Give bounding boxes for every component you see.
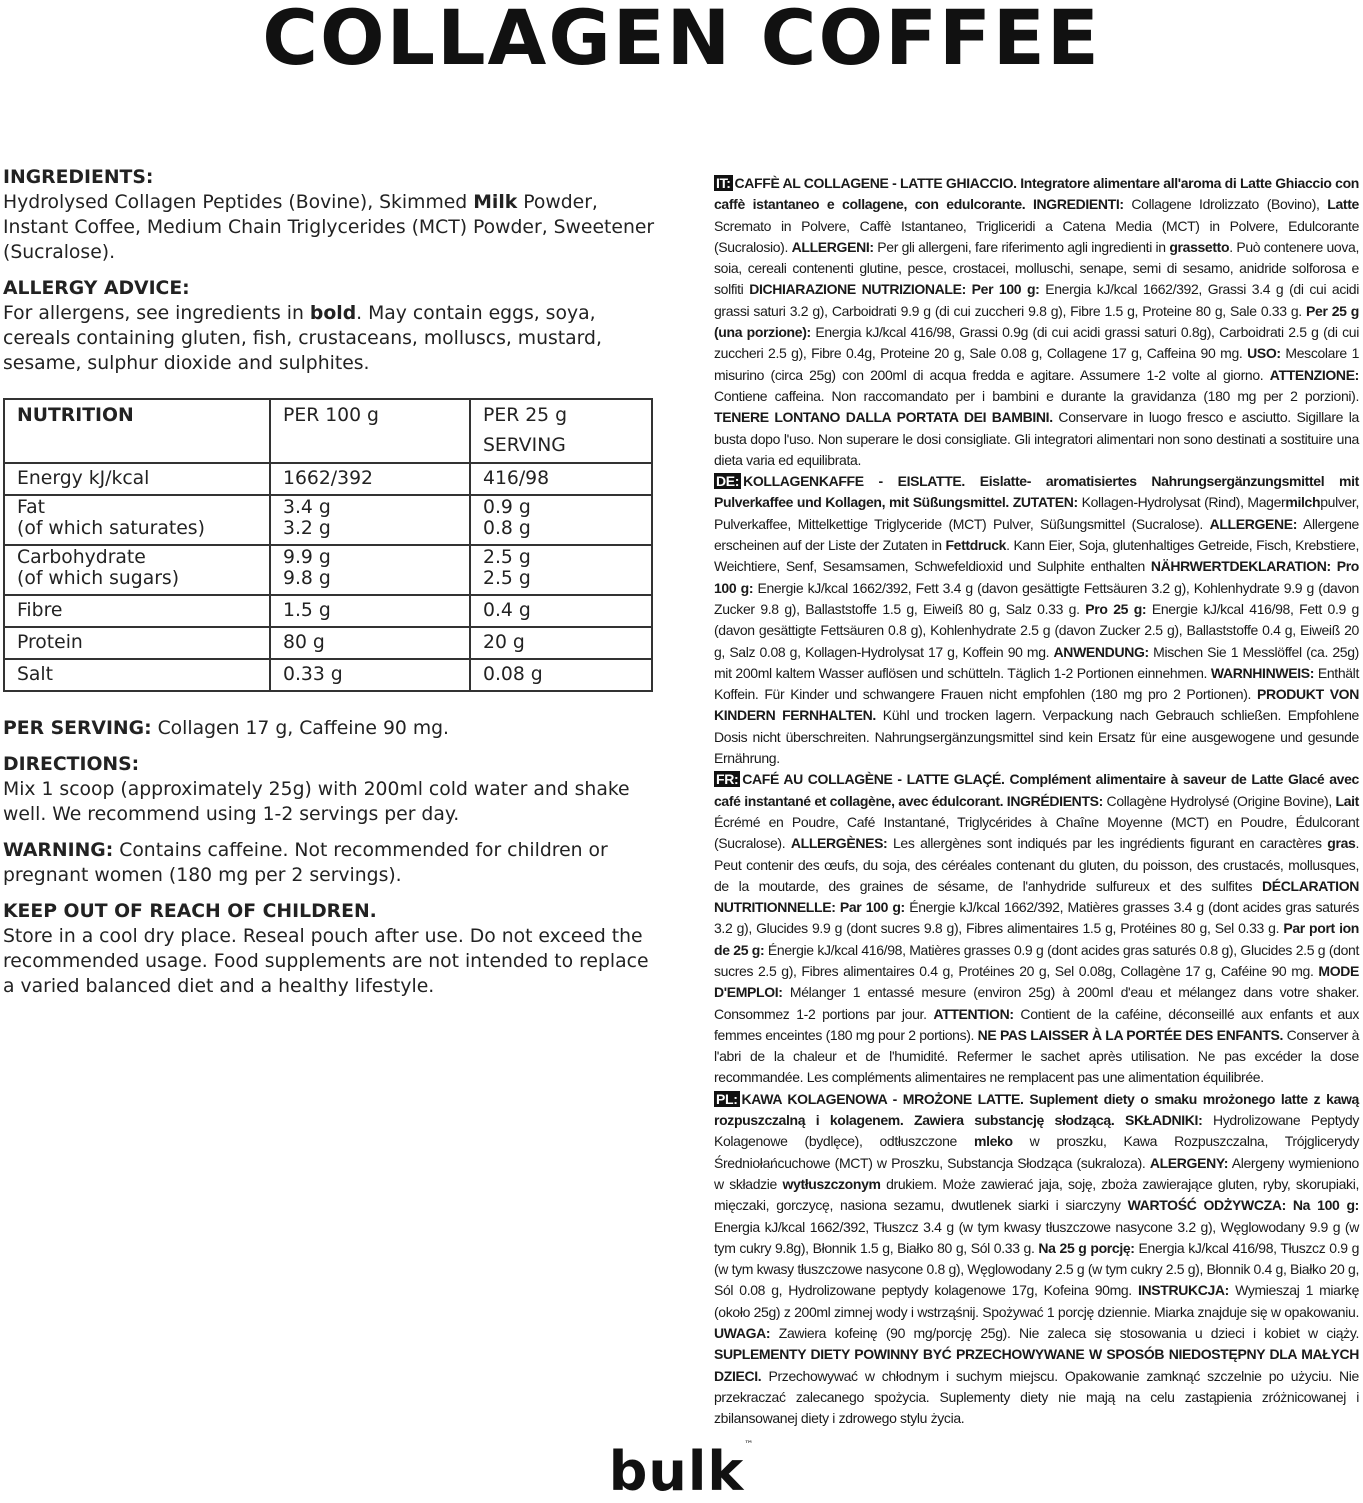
bulk-logo-text: bulk [608, 1440, 745, 1503]
nutrient-subvalue-100g: 9.8 g [283, 568, 331, 589]
directions-heading: DIRECTIONS: [3, 754, 140, 775]
nutrient-value-serving: 20 g [470, 627, 652, 659]
nutrient-label: Fat [17, 497, 45, 518]
nutrient-value-100g: 80 g [270, 627, 470, 659]
it-text: Conservare in luogo fresco e asciutto. Sigillare la busta dopo l'uso. Non superare le dosi consigliate. Gli integratori alimentari non sono destinati a sostituire una dieta varia ed equilibrata. [714, 409, 1359, 468]
allergy-bold-word: bold [309, 303, 357, 324]
nutrient-sublabel: (of which saturates) [17, 518, 205, 539]
allergen-milk: Milk [473, 192, 518, 213]
nutrient-value-serving: 0.08 g [470, 659, 652, 691]
de-bold: Pro 25 g: [1085, 600, 1147, 617]
nutrient-value-100g: 9.9 g [283, 547, 331, 568]
per-serving-heading: PER SERVING: [3, 718, 152, 739]
nutrient-subvalue-serving: 2.5 g [483, 568, 531, 589]
it-bold: Latte [1327, 196, 1359, 213]
warning-body: Contains caffeine. Not recommended for children or pregnant women (180 mg per 2 servings). [3, 840, 608, 886]
pl-text: Przechowywać w chłodnym i suchym miejscu. Opakowanie zamknąć szczelnie po użyciu. Nie przekraczać zalecanego spożycia. Suplementy diety nie mają na celu zastąpienia zróżnicowanej i zbilansowanej diety i zdrowego stylu życia. [714, 1367, 1359, 1427]
per-serving-section [3, 716, 658, 741]
fr-text: Énergie kJ/kcal 416/98, Matières grasses 0.9 g (dont acides gras saturés 0.8 g), Glucides 2.5 g (dont sucres 2.5 g), Fibres alimentaires 0.4 g, Protéines 20 g, Sel 0.08g, Collagène 17 g, Caféine 90 mg. [714, 941, 1359, 979]
multilingual-label-column [714, 173, 1359, 1430]
table-row [4, 595, 652, 627]
fr-bold: ALLERGÈNES: [790, 835, 888, 852]
pl-bold: mleko [973, 1133, 1013, 1150]
nutrient-subvalue-serving: 0.8 g [483, 518, 531, 539]
de-bold: WARNHINWEIS: [1210, 664, 1315, 681]
english-label-column [3, 165, 658, 1010]
it-bold: TENERE LONTANO DALLA PORTATA DEI BAMBINI. [714, 409, 1053, 426]
fr-bold: Par port ion de 25 g: [714, 920, 1360, 958]
allergy-text-part: . May contain eggs, soya, cereals containing gluten, fish, crustaceans, molluscs, mustard, sesame, sulphur dioxide and sulphites. [3, 303, 602, 374]
ingredients-heading: INGREDIENTS: [3, 167, 154, 188]
pl-bold: SUPLEMENTY DIETY POWINNY BYĆ PRZECHOWYWANE W SPOSÓB NIEDOSTĘPNY DLA MAŁYCH DZIECI. [714, 1346, 1359, 1384]
pl-text: w proszku, Kawa Rozpuszczalna, Trójglicerydy Średniołańcuchowe (MCT) w Proszku, Substancja Słodząca (sukraloza). [714, 1133, 1359, 1171]
keep-out-heading: KEEP OUT OF REACH OF CHILDREN. [3, 901, 377, 922]
nutrient-sublabel: (of which sugars) [17, 568, 180, 589]
per-serving-text [3, 716, 658, 741]
it-bold: ALLERGENI: [791, 238, 874, 255]
german-block [714, 471, 1359, 769]
lang-tag-de: DE: [716, 473, 740, 490]
it-bold: Per 25 g (una porzione): [714, 302, 1359, 341]
nutrient-value-serving-cell [470, 495, 652, 545]
nutrient-label: Carbohydrate [17, 547, 146, 568]
nutrient-value-100g: 1662/392 [270, 463, 470, 495]
de-text: pulver, Pulverkaffee, Mittelkettige Triglyceride (MCT) Pulver, Süßungsmittel (Sucralose). [714, 494, 1360, 532]
fr-text: Contient de la caféine, déconseillé aux enfants et aux femmes enceintes (180 mg pour 2 portions). [714, 1005, 1360, 1043]
fr-text: Collagène Hydrolysé (Origine Bovine), [1102, 792, 1336, 809]
keep-out-section [3, 899, 658, 999]
ingredients-text [3, 190, 658, 265]
ingredients-text-part: Hydrolysed Collagen Peptides (Bovine), Skimmed [3, 192, 474, 213]
table-row [4, 463, 652, 495]
de-text: Enthält Koffein. Für Kinder und schwangere Frauen nicht empfohlen (180 mg pro 2 Portionen). [714, 664, 1359, 703]
pl-text: Energia kJ/kcal 416/98, Tłuszcz 0.9 g (w tym kwasy tłuszczowe nasycone 0.8 g), Węglowodany 2.5 g (w tym cukry 2.5 g), Błonnik 0.4 g, Białko 20 g, Sól 0.08 g, Hydrolizowane peptydy kolagenowe 17g, Kofeina 90mg. [714, 1239, 1360, 1299]
de-bold: ANWENDUNG: [1053, 643, 1149, 660]
fr-text: Conserver à l'abri de la chaleur et de l'humidité. Refermer le sachet après utilisation. Ne pas excéder la dose recommandée. Les compléments alimentaires ne remplacent pas une alimentation équilibrée. [714, 1026, 1360, 1086]
nutrient-value-100g-cell [270, 545, 470, 595]
lang-tag-pl: PL: [716, 1090, 738, 1107]
nutrition-table [3, 398, 653, 692]
french-block [714, 769, 1359, 1088]
nutrient-value-100g: 1.5 g [270, 595, 470, 627]
nutrient-value-100g: 0.33 g [270, 659, 470, 691]
allergy-heading: ALLERGY ADVICE: [3, 278, 190, 299]
fr-text: . Peut contenir des œufs, du soja, des céréales contenant du gluten, du poisson, des crustacés, mollusques, de la moutarde, des graines de sésame, de l'anhydride sulfureux et des sulfites [714, 835, 1359, 894]
it-text: Contiene caffeina. Non raccomandato per i bambini e durante la gravidanza (180 mg per 2 porzioni). [714, 387, 1359, 404]
nutrition-header: NUTRITION [4, 399, 270, 463]
allergy-text-part: For allergens, see ingredients in [3, 303, 310, 324]
italian-block [714, 173, 1359, 471]
fr-text: Les allergènes sont indiqués par les ingrédients figurant en caractères [887, 835, 1328, 852]
pl-text: Alergeny wymieniono w składzie [714, 1154, 1359, 1192]
it-text: Mescolare 1 misurino (circa 25g) con 200ml di acqua fredda e agitare. Assumere 1-2 volte al giorno. [714, 345, 1360, 383]
fr-bold: ATTENTION: [933, 1005, 1014, 1022]
de-bold: NÄHRWERTDEKLARATION: Pro 100 g: [714, 558, 1359, 596]
nutrient-value-100g-cell [270, 495, 470, 545]
nutrient-value-100g: 3.4 g [283, 497, 331, 518]
nutrient-label: Fibre [4, 595, 270, 627]
fr-text: Énergie kJ/kcal 1662/392, Matières grasses 3.4 g (dont acides gras saturés 3.2 g), Glucides 9.9 g (dont sucres 9.8 g), Fibres alimentaires 1.5 g, Protéines 80 g, Sel 0.33 g. [714, 899, 1359, 937]
pl-bold: KAWA KOLAGENOWA - MROŻONE LATTE. Suplement diety o smaku mrożonego latte z kawą rozpuszczalną i kolagenem. Zawiera substancję słodzącą. SKŁADNIKI: [714, 1090, 1359, 1129]
nutrient-label: Salt [4, 659, 270, 691]
de-bold: PRODUKT VON KINDERN FERNHALTEN. [714, 686, 1359, 724]
lang-tag-fr: FR: [716, 771, 739, 788]
directions-text: Mix 1 scoop (approximately 25g) with 200ml cold water and shake well. We recommend using 1-2 servings per day. [3, 779, 630, 825]
de-text: . Kann Eier, Soja, glutenhaltiges Getreide, Fisch, Krebstiere, Weichtiere, Senf, Sesamsamen, Schwefeldioxid und Sulphite enthalten [714, 537, 1360, 575]
warning-section [3, 838, 658, 888]
pl-text: drukiem. Może zawierać jaja, soję, zboża zawierające gluten, ryby, skorupiaki, mięczaki, gorczycę, nasiona sezamu, dwutlenek siarki i siarczyny [714, 1175, 1359, 1214]
pl-text: Zawiera kofeinę (90 mg/porcję 25g). Nie zaleca się stosowania u dzieci i kobiet w ciąży. [770, 1325, 1359, 1342]
pl-text: Energia kJ/kcal 1662/392, Tłuszcz 3.4 g (w tym kwasy tłuszczowe nasycone 3.2 g), Węglowodany 9.9 g (w tym cukry 9.8g), Błonnik 1.5 g, Białko 80 g, Sól 0.33 g. [714, 1218, 1359, 1256]
per-100g-header: PER 100 g [270, 399, 470, 463]
nutrient-label-cell [4, 495, 270, 545]
nutrient-label: Energy kJ/kcal [4, 463, 270, 495]
fr-bold: NE PAS LAISSER À LA PORTÉE DES ENFANTS. [977, 1026, 1284, 1043]
allergy-section [3, 276, 658, 376]
ingredients-section [3, 165, 658, 265]
bulk-logo [0, 1440, 1363, 1503]
it-text: Energia kJ/kcal 416/98, Grassi 0.9g (di cui acidi grassi saturi 0.8g), Carboidrati 2.5 g (di cui zuccheri 2.5 g), Fibre 0.4g, Proteine 20 g, Sale 0.08 g, Collagene 17 g, Caffeina 90 mg. [714, 324, 1359, 362]
allergy-text [3, 301, 658, 376]
pl-bold: INSTRUKCJA: [1137, 1282, 1229, 1299]
pl-text: Wymieszaj 1 miarkę (około 25g) z 200ml zimnej wody i wstrząśnij. Spożywać 1 porcję dziennie. Miarka znajduje się w opakowaniu. [714, 1282, 1360, 1320]
table-row [4, 545, 652, 595]
ingredients-text-part: Powder, Instant Coffee, Medium Chain Triglycerides (MCT) Powder, Sweetener (Sucralose). [3, 192, 655, 263]
it-text: Energia kJ/kcal 1662/392, Grassi 3.4 g (di cui acidi grassi saturi 3.2 g), Carboidrati 9.9 g (di cui zuccheri 9.8 g), Fibre 1.5 g, Proteine 80 g, Sale 0.33 g. [714, 281, 1359, 319]
nutrient-subvalue-100g: 3.2 g [283, 518, 331, 539]
nutrient-value-serving: 2.5 g [483, 547, 531, 568]
warning-text [3, 838, 658, 888]
pl-bold: Na 25 g porcję: [1038, 1239, 1135, 1256]
de-text: Energie kJ/kcal 416/98, Fett 0.9 g (davon gesättigte Fettsäuren 0.8 g), Kohlenhydrate 2.5 g (davon Zucker 2.5 g), Ballaststoffe 0.4 g, Eiweiß 20 g, Salz 0.08 g, Kollagen-Hydrolysat 17 g, Koffein 90 mg. [714, 600, 1359, 660]
de-bold: milch [1285, 494, 1321, 511]
fr-text: Écrémé en Poudre, Café Instantané, Triglycérides à Chaîne Moyenne (MCT) en Poudre, Édulcorant (Sucralose). [714, 813, 1359, 852]
nutrient-value-serving: 0.9 g [483, 497, 531, 518]
fr-bold: CAFÉ AU COLLAGÈNE - LATTE GLAÇÉ. Complément alimentaire à saveur de Latte Glacé avec café instantané et collagène, avec édulcorant. INGRÉDIENTS: [714, 771, 1359, 809]
it-bold: CAFFÈ AL COLLAGENE - LATTE GHIACCIO. Integratore alimentare all'aroma di Latte Ghiaccio con caffè istantaneo e collagene, con edulcorante. INGREDIENTI: [714, 175, 1359, 213]
pl-bold: WARTOŚĆ ODŻYWCZA: Na 100 g: [1127, 1197, 1359, 1214]
per-serving-value: Collagen 17 g, Caffeine 90 mg. [151, 718, 450, 739]
table-row [4, 495, 652, 545]
pl-bold: ALERGENY: [1149, 1154, 1229, 1171]
it-bold: USO: [1247, 345, 1281, 362]
per-serving-header: PER 25 g SERVING [470, 399, 652, 463]
de-bold: KOLLAGENKAFFE - EISLATTE. Eislatte- aromatisiertes Nahrungsergänzungsmittel mit Pulverkaffee und Kollagen, mit Süßungsmittel. ZUTATEN: [714, 473, 1359, 511]
it-bold: ATTENZIONE: [1269, 366, 1359, 383]
de-text: Allergene erscheinen auf der Liste der Zutaten in [714, 515, 1359, 554]
fr-bold: DÉCLARATION NUTRITIONNELLE: Par 100 g: [714, 877, 1359, 916]
fr-bold: MODE D'EMPLOI: [714, 962, 1359, 1001]
table-row [4, 627, 652, 659]
directions-section [3, 752, 658, 827]
it-text: Collagene Idrolizzato (Bovino), [1123, 196, 1328, 213]
de-text: Energie kJ/kcal 1662/392, Fett 3.4 g (davon gesättigte Fettsäuren 3.2 g), Kohlenhydrate 9.9 g (davon Zucker 9.8 g), Ballaststoffe 1.5 g, Eiweiß 80 g, Salz 0.33 g. [714, 579, 1359, 617]
pl-bold: UWAGA: [714, 1325, 771, 1342]
de-bold: ALLERGENE: [1209, 515, 1298, 532]
warning-heading: WARNING: [3, 840, 114, 861]
it-text: Per gli allergeni, fare riferimento agli ingredienti in [873, 238, 1170, 255]
nutrient-label: Protein [4, 627, 270, 659]
nutrient-value-serving: 0.4 g [470, 595, 652, 627]
de-text: Kühl und trocken lagern. Verpackung nach Gebrauch schließen. Empfohlene Dosis nicht überschreiten. Nahrungsergänzungsmittel sind kein Ersatz für eine ausgewogene und gesunde Ernährung. [714, 707, 1359, 767]
trademark-symbol: ™ [744, 1440, 755, 1450]
de-text: Mischen Sie 1 Messlöffel (ca. 25g) mit 200ml kaltem Wasser auflösen und schütteln. Täglich 1-2 Portionen einnehmen. [714, 643, 1359, 681]
page-title: COLLAGEN COFFEE [262, 0, 1101, 82]
nutrient-value-serving-cell [470, 545, 652, 595]
nutrient-label-cell [4, 545, 270, 595]
nutrition-header-row [4, 399, 652, 463]
de-bold: Fettdruck [945, 537, 1007, 554]
it-text: Scremato in Polvere, Caffè Istantaneo, Trigliceridi a Catena Media (MCT) in Polvere, Edulcorante (Sucralosio). [714, 217, 1359, 255]
lang-tag-it: IT: [716, 175, 731, 191]
fr-text: Mélanger 1 entassé mesure (environ 25g) à 200ml d'eau et mélangez dans votre shaker. Consommez 1-2 portions par jour. [714, 984, 1359, 1022]
polish-block [714, 1089, 1359, 1430]
fr-bold: Lait [1335, 792, 1359, 809]
fr-bold: gras [1327, 835, 1356, 852]
nutrient-value-serving: 416/98 [470, 463, 652, 495]
pl-text: Hydrolizowane Peptydy Kolagenowe (bydlęce), odtłuszczone [714, 1112, 1359, 1150]
de-text: Kollagen-Hydrolysat (Rind), Mager [1077, 494, 1286, 511]
pl-bold: wytłuszczonym [782, 1175, 881, 1192]
it-text: . Può contenere uova, soia, cereali contenenti glutine, pesce, crostacei, molluschi, senape, semi di sesamo, anidride solforosa e solfiti [714, 238, 1359, 298]
table-row [4, 659, 652, 691]
storage-text: Store in a cool dry place. Reseal pouch after use. Do not exceed the recommended usage. Food supplements are not intended to replace a varied balanced diet and a healthy lifestyle. [3, 926, 649, 997]
it-bold: DICHIARAZIONE NUTRIZIONALE: Per 100 g: [749, 281, 1040, 298]
it-bold: grassetto [1169, 238, 1230, 255]
